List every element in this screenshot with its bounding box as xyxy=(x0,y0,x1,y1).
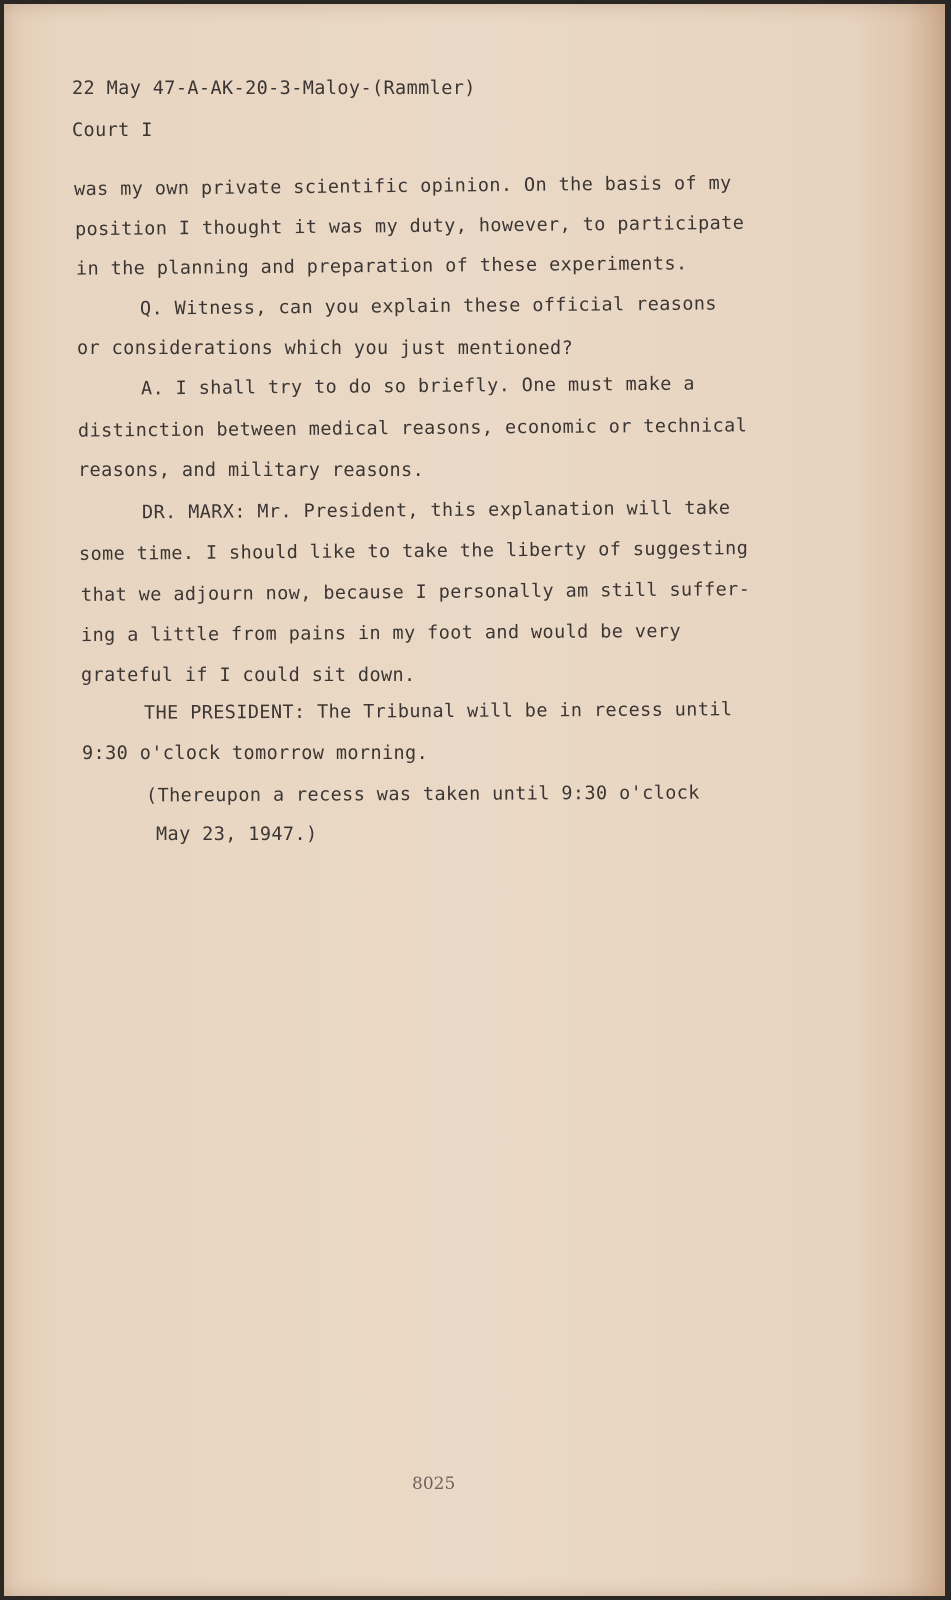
body-line: grateful if I could sit down. xyxy=(81,665,416,686)
body-line: reasons, and military reasons. xyxy=(78,460,425,481)
body-line: or considerations which you just mentioned? xyxy=(77,338,574,359)
body-line: in the planning and preparation of these experiments. xyxy=(75,253,688,280)
body-line: that we adjourn now, because I personally am still suffer- xyxy=(80,579,751,606)
body-line: DR. MARX: Mr. President, this explanation will take xyxy=(141,497,731,524)
page-number: 8025 xyxy=(412,1474,456,1494)
body-line: was my own private scientific opinion. On the basis of my xyxy=(73,172,732,201)
court-label: Court I xyxy=(72,120,153,141)
body-line: May 23, 1947.) xyxy=(156,824,318,845)
body-line: distinction between medical reasons, economic or technical xyxy=(77,415,748,442)
body-line: THE PRESIDENT: The Tribunal will be in recess until xyxy=(143,699,733,724)
body-line: 9:30 o'clock tomorrow morning. xyxy=(82,743,429,764)
body-line: some time. I should like to take the liberty of suggesting xyxy=(78,538,749,565)
body-line: position I thought it was my duty, however, to participate xyxy=(74,212,745,241)
document-header: 22 May 47-A-AK-20-3-Maloy-(Rammler) xyxy=(72,78,476,99)
body-line: A. I shall try to do so briefly. One must make a xyxy=(140,373,695,400)
document-page xyxy=(4,4,945,1596)
body-line: (Thereupon a recess was taken until 9:30 o'clock xyxy=(145,782,700,807)
body-line: Q. Witness, can you explain these official reasons xyxy=(139,293,717,320)
body-line: ing a little from pains in my foot and would be very xyxy=(80,620,682,647)
